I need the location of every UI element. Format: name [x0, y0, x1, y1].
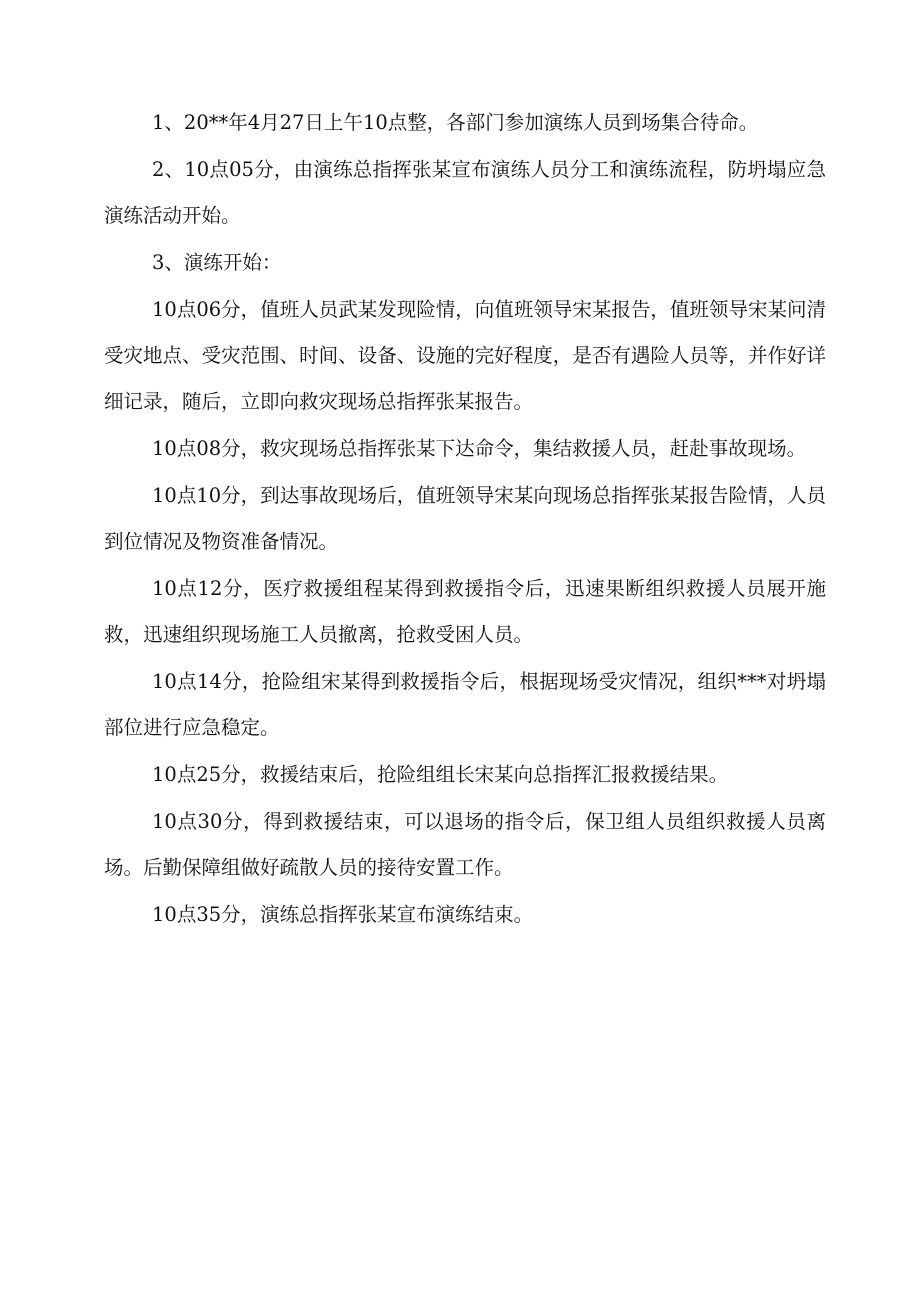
paragraph-3: 3、演练开始：: [152, 251, 282, 274]
paragraph-9: 10点25分，救援结束后，抢险组组长宋某向总指挥汇报救援结果。: [152, 763, 729, 786]
paragraph-5: 10点08分，救灾现场总指挥张某下达命令，集结救援人员，赶赴事故现场。: [152, 437, 807, 460]
paragraph-2: 2、10点05分，由演练总指挥张某宣布演练人员分工和演练流程，防坍塌应急演练活动开始。: [104, 158, 826, 227]
document-body: [104, 100, 826, 939]
paragraph-10: 10点30分，得到救援结束，可以退场的指令后，保卫组人员组织救援人员离场。后勤保障组做好疏散人员的接待安置工作。: [104, 810, 826, 879]
paragraph-7: 10点12分，医疗救援组程某得到救援指令后，迅速果断组织救援人员展开施救，迅速组织现场施工人员撤离，抢救受困人员。: [104, 577, 826, 646]
paragraph-4: 10点06分，值班人员武某发现险情，向值班领导宋某报告，值班领导宋某问清受灾地点、受灾范围、时间、设备、设施的完好程度，是否有遇险人员等，并作好详细记录，随后，立即向救灾现场总指挥张某报告。: [104, 298, 826, 413]
paragraph-11: 10点35分，演练总指挥张某宣布演练结束。: [152, 903, 534, 926]
paragraph-1: 1、20**年4月27日上午10点整，各部门参加演练人员到场集合待命。: [152, 111, 759, 134]
paragraph-8: 10点14分，抢险组宋某得到救援指令后，根据现场受灾情况，组织***对坍塌部位进行应急稳定。: [104, 670, 826, 739]
paragraph-6: 10点10分，到达事故现场后，值班领导宋某向现场总指挥张某报告险情，人员到位情况及物资准备情况。: [104, 484, 826, 553]
